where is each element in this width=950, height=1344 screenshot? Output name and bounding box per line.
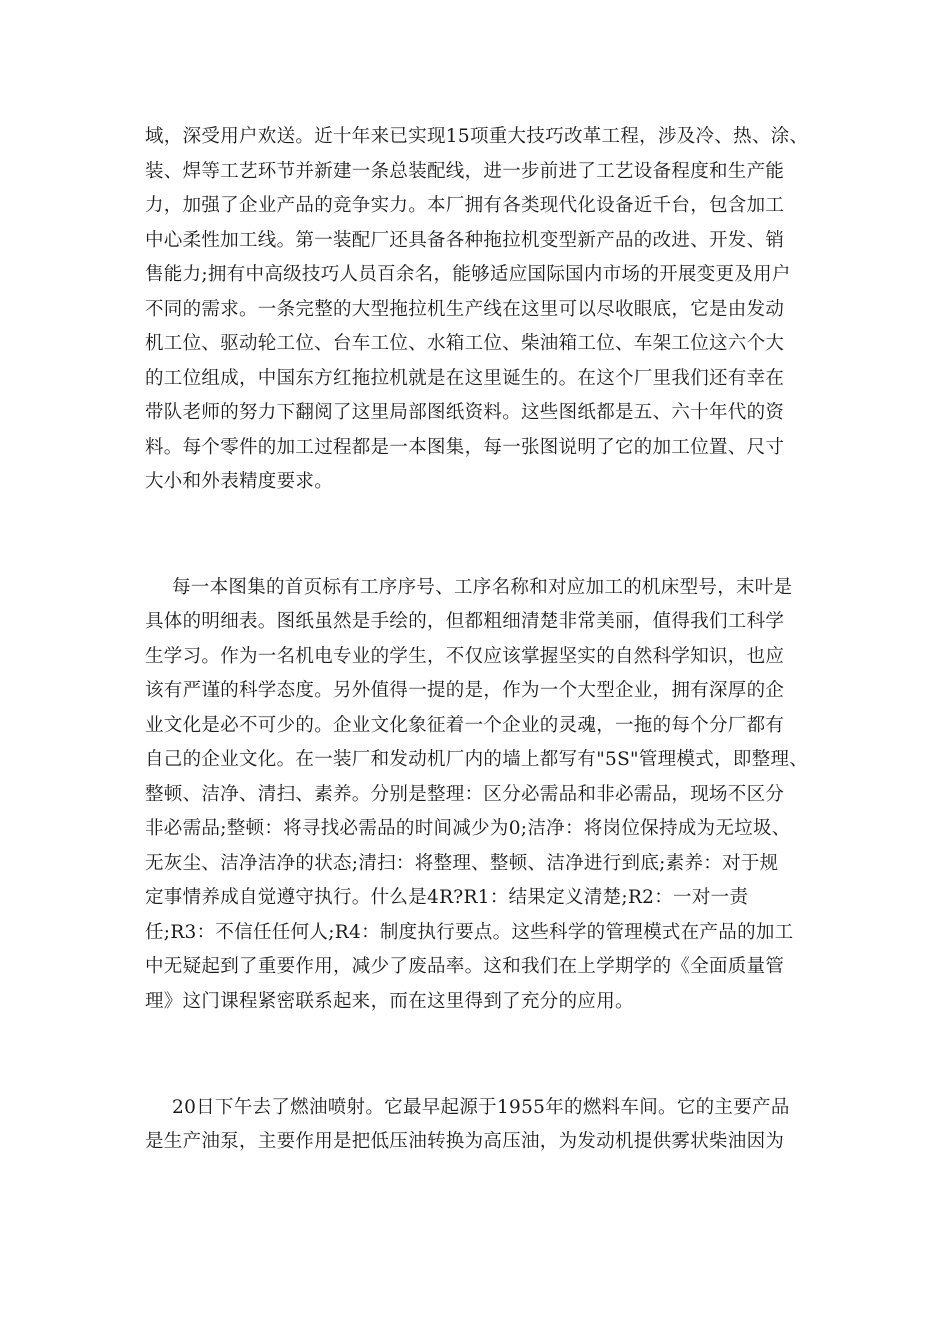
paragraph-line: 定事情养成自觉遵守执行。什么是4R?R1：结果定义清楚;R2：一对一责	[145, 887, 749, 908]
paragraph-line: 任;R3：不信任任何人;R4：制度执行要点。这些科学的管理模式在产品的加工	[145, 922, 794, 943]
paragraph-line: 机工位、驱动轮工位、台车工位、水箱工位、柴油箱工位、车架工位这六个大	[145, 333, 785, 354]
paragraph-line: 是生产油泵，主要作用是把低压油转换为高压油，为发动机提供雾状柴油因为	[145, 1131, 785, 1152]
paragraph-line: 不同的需求。一条完整的大型拖拉机生产线在这里可以尽收眼底，它是由发动	[145, 299, 785, 320]
paragraph-line: 自己的企业文化。在一装厂和发动机厂内的墙上都写有"5S"管理模式，即整理、	[145, 749, 809, 770]
paragraph-line: 的工位组成，中国东方红拖拉机就是在这里诞生的。在这个厂里我们还有幸在	[145, 368, 785, 389]
paragraph-line: 整顿、洁净、清扫、素养。分别是整理：区分必需品和非必需品，现场不区分	[145, 784, 785, 805]
paragraph-line: 装、焊等工艺环节并新建一条总装配线，进一步前进了工艺设备程度和生产能	[145, 161, 785, 182]
paragraph-line: 理》这门课程紧密联系起来，而在这里得到了充分的应用。	[145, 991, 634, 1012]
paragraph-line: 域，深受用户欢送。近十年来已实现15项重大技巧改革工程，涉及冷、热、涂、	[145, 126, 809, 147]
paragraph-line: 非必需品;整顿：将寻找必需品的时间减少为0;洁净：将岗位保持成为无垃圾、	[145, 818, 791, 839]
paragraph-line: 每一本图集的首页标有工序序号、工序名称和对应加工的机床型号，末叶是	[172, 577, 793, 598]
paragraph-line: 生学习。作为一名机电专业的学生，不仅应该掌握坚实的自然科学知识，也应	[145, 646, 785, 667]
paragraph-line: 中心柔性加工线。第一装配厂还具备各种拖拉机变型新产品的改进、开发、销	[145, 230, 785, 251]
paragraph-line: 该有严谨的科学态度。另外值得一提的是，作为一个大型企业，拥有深厚的企	[145, 680, 785, 701]
paragraph-line: 料。每个零件的加工过程都是一本图集，每一张图说明了它的加工位置、尺寸	[145, 437, 785, 458]
paragraph-line: 具体的明细表。图纸虽然是手绘的，但都粗细清楚非常美丽，值得我们工科学	[145, 611, 785, 632]
paragraph-line: 带队老师的努力下翻阅了这里局部图纸资料。这些图纸都是五、六十年代的资	[145, 402, 785, 423]
paragraph-line: 业文化是必不可少的。企业文化象征着一个企业的灵魂，一拖的每个分厂都有	[145, 715, 785, 736]
paragraph-line: 大小和外表精度要求。	[145, 471, 334, 492]
paragraph-line: 力，加强了企业产品的竞争实力。本厂拥有各类现代化设备近千台，包含加工	[145, 195, 785, 216]
paragraph-line: 无灰尘、洁净洁净的状态;清扫：将整理、整顿、洁净进行到底;素养：对于规	[145, 853, 779, 874]
paragraph-line: 20日下午去了燃油喷射。它最早起源于1955年的燃料车间。它的主要产品	[172, 1097, 790, 1118]
paragraph-line: 中无疑起到了重要作用，减少了废品率。这和我们在上学期学的《全面质量管	[145, 956, 785, 977]
paragraph-line: 售能力;拥有中高级技巧人员百余名，能够适应国际国内市场的开展变更及用户	[145, 264, 791, 285]
